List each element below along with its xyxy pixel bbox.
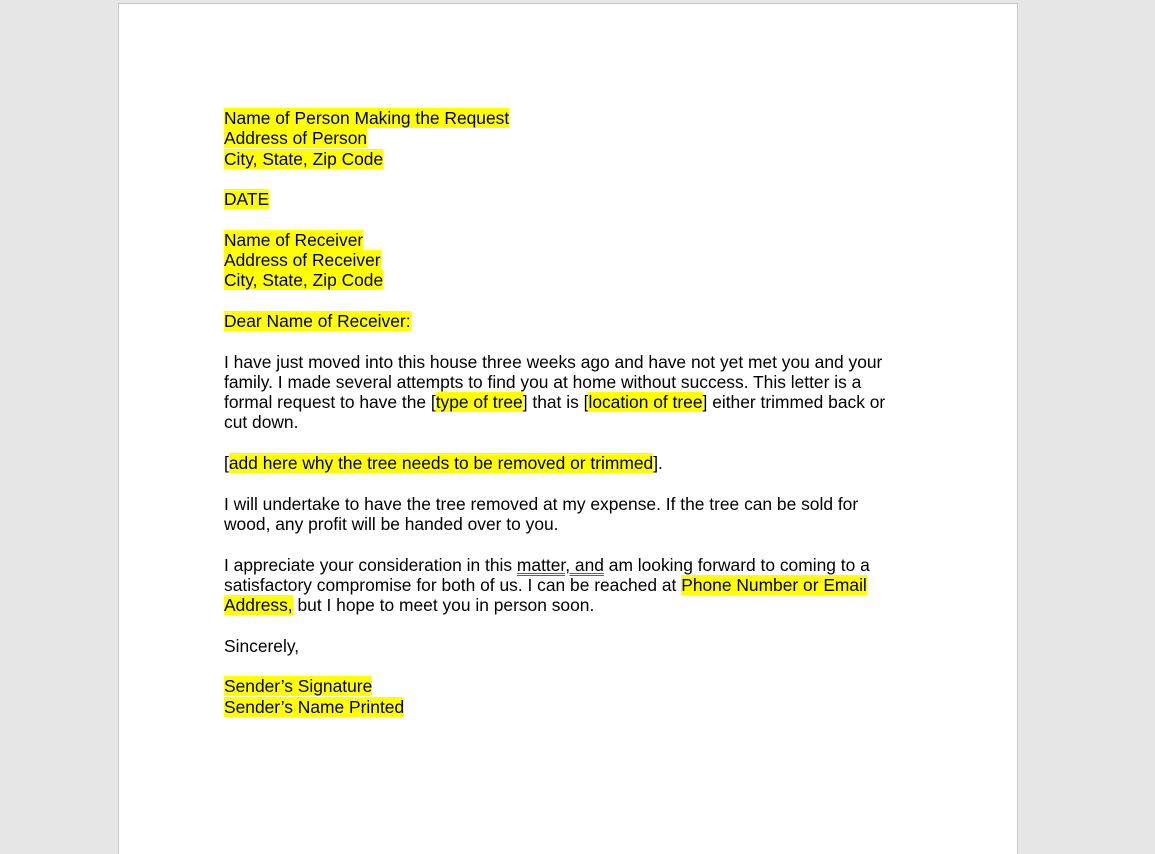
paragraph-text: I will undertake to have the tree removed at my expense. If the tree can be sold for wood, any profit will be handed over to you. (224, 493, 859, 534)
sender-block (224, 108, 904, 169)
blank-line (224, 615, 904, 635)
paragraph-text: ]. (653, 453, 663, 474)
sender-address: Address of Person (224, 128, 368, 149)
sender-city: City, State, Zip Code (224, 148, 384, 169)
paragraph-text: ] either trimmed back or cut down. (224, 392, 886, 433)
paragraph-expense (224, 494, 904, 535)
blank-line (224, 291, 904, 311)
blank-line (224, 331, 904, 351)
blank-line (224, 433, 904, 453)
receiver-city: City, State, Zip Code (224, 270, 384, 291)
tree-type-placeholder: type of tree (435, 392, 523, 413)
document-page[interactable] (118, 3, 1018, 854)
blank-line (224, 473, 904, 493)
salutation-text: Dear Name of Receiver: (224, 310, 411, 331)
receiver-name: Name of Receiver (224, 229, 364, 250)
sender-name: Name of Person Making the Request (224, 108, 510, 128)
signature-placeholder: Sender’s Signature (224, 676, 373, 697)
blank-line (224, 209, 904, 229)
blank-line (224, 169, 904, 189)
receiver-address: Address of Receiver (224, 250, 381, 271)
signature-block (224, 676, 904, 717)
date-placeholder: DATE (224, 189, 270, 210)
grammar-suggestion[interactable]: matter, and (516, 554, 604, 575)
paragraph-reason (224, 453, 904, 473)
paragraph-contact (224, 555, 904, 616)
printed-name-placeholder: Sender’s Name Printed (224, 696, 405, 717)
date-line (224, 189, 904, 209)
paragraph-text: am looking forward to coming to a satisfactory compromise for both of us. I can be reached at (224, 554, 870, 595)
letter-body[interactable] (224, 108, 904, 717)
paragraph-text: I appreciate your consideration in this (224, 554, 517, 575)
salutation (224, 311, 904, 331)
tree-location-placeholder: location of tree (588, 392, 703, 413)
paragraph-text: [ (224, 453, 229, 474)
closing-text: Sincerely, (224, 635, 300, 656)
contact-placeholder: Phone Number or Email Address, (224, 574, 867, 616)
blank-line (224, 534, 904, 554)
paragraph-text: ] that is [ (522, 392, 589, 413)
closing (224, 636, 904, 656)
paragraph-text: but I hope to meet you in person soon. (292, 595, 595, 616)
reason-placeholder: add here why the tree needs to be removed or trimmed (228, 453, 654, 474)
blank-line (224, 656, 904, 676)
paragraph-request (224, 352, 904, 433)
paragraph-text: I have just moved into this house three weeks ago and have not yet met you and your family. I made several attempts to find you at home without success. This letter is a formal request to have the [ (224, 351, 883, 413)
receiver-block (224, 230, 904, 291)
